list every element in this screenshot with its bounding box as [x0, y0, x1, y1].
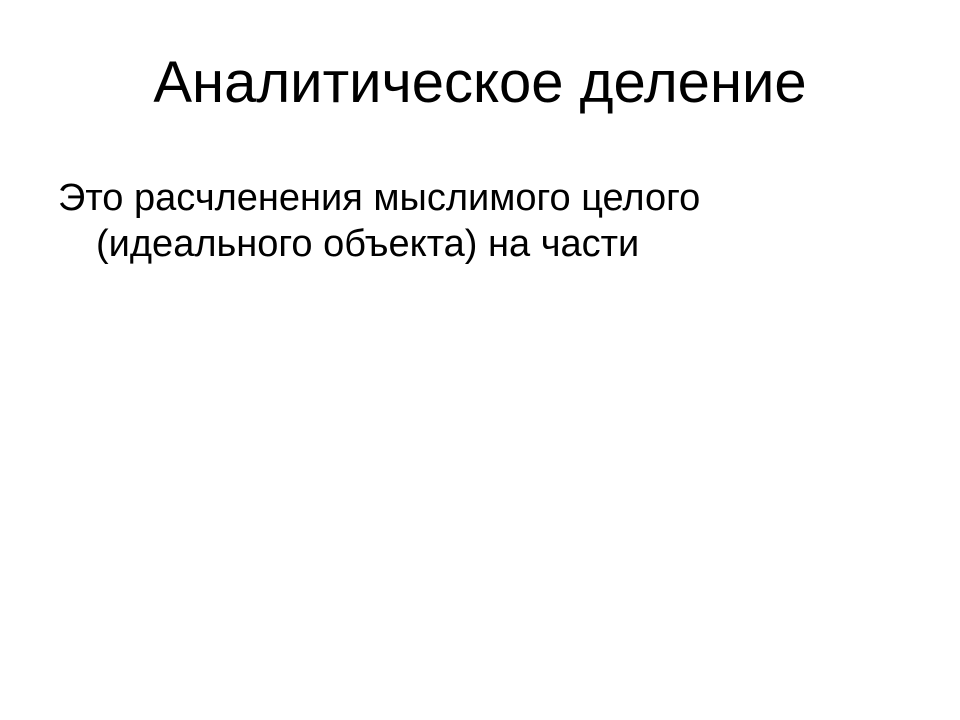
body-line-1: Это расчленения мыслимого целого [58, 177, 701, 219]
slide-body-text [58, 176, 838, 267]
slide-title: Аналитическое деление [153, 50, 807, 115]
body-line-2: (идеального объекта) на части [96, 222, 640, 265]
